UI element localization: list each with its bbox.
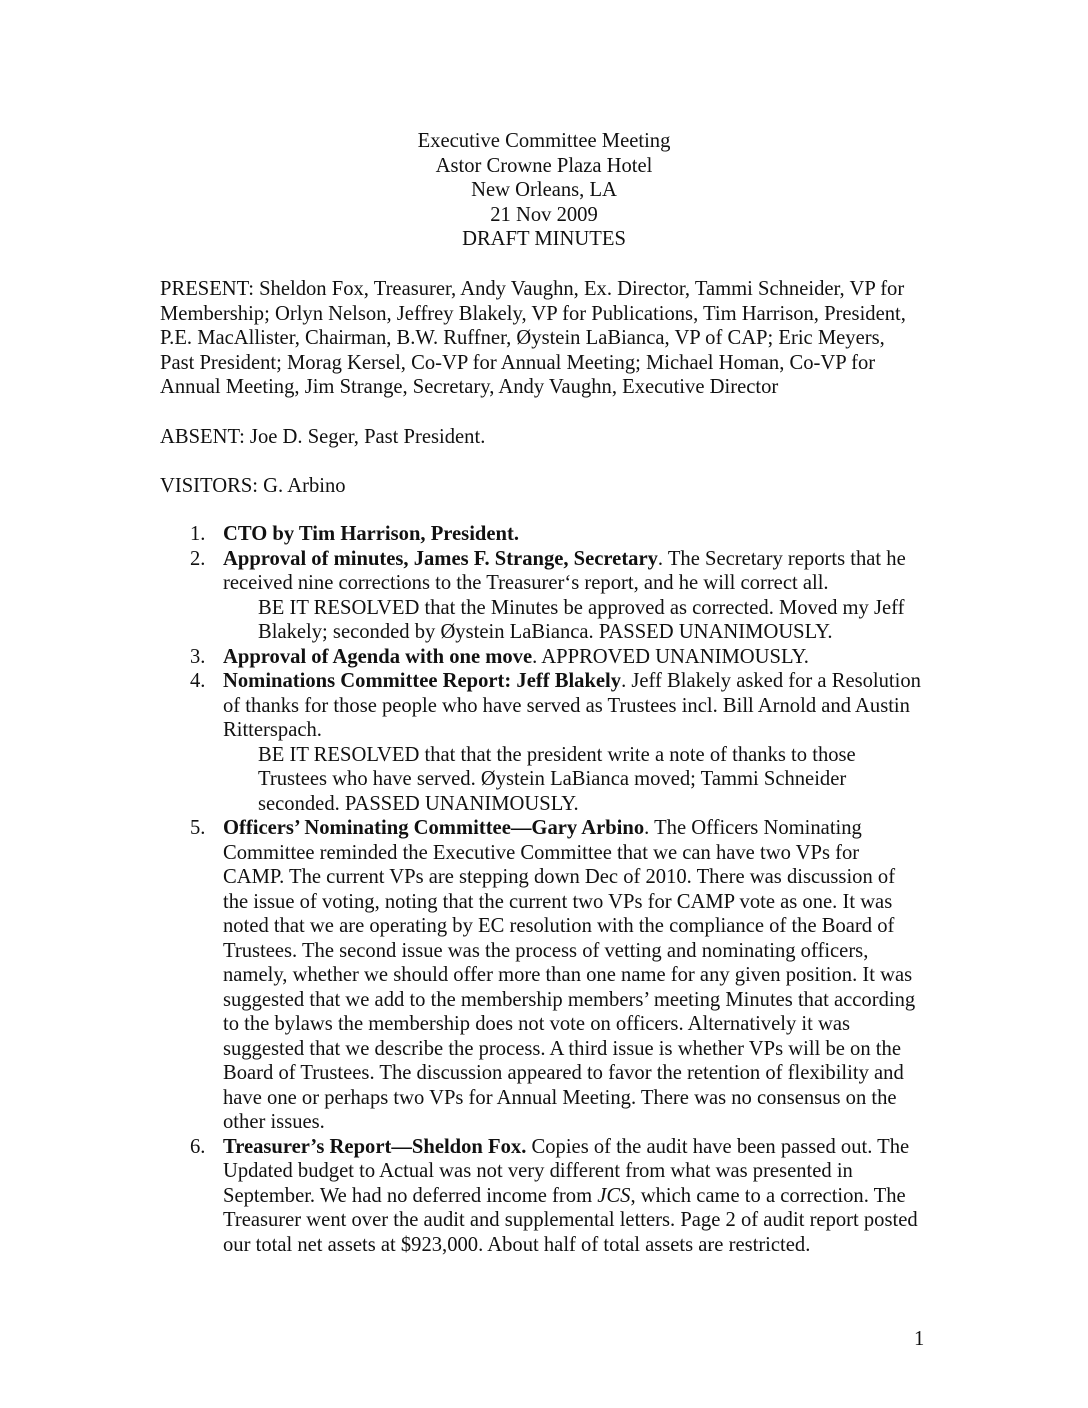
document-header	[0, 129, 1088, 252]
document-status: DRAFT MINUTES	[462, 228, 626, 250]
agenda-item-title: CTO by Tim Harrison, President	[223, 523, 514, 545]
resolution-text: BE IT RESOLVED that that the president write a note of thanks to those Trustees who have served. Øystein LaBianca moved; Tammi Schneider seconded. PASSED UNANIMOUSLY.	[258, 743, 856, 815]
agenda-item-text: . Jeff Blakely asked for a Resolution of thanks for those people who have served as Trustees incl. Bill Arnold and Austin Ritterspach.	[223, 670, 921, 741]
meeting-title: Executive Committee Meeting	[417, 130, 671, 152]
agenda-item-number: 3.	[190, 645, 206, 668]
agenda-item-title: Nominations Committee Report: Jeff Blakely	[223, 670, 622, 692]
agenda-item-text: Copies of the audit have been passed out. The Updated budget to Actual was not very different from what was presented in September. We had no deferred income from	[223, 1135, 910, 1207]
agenda-item-text-continued: , which came to a correction. The Treasurer went over the audit and supplemental letters. Page 2 of audit report posted our total net assets at $923,000. About half of total assets are restricted.	[223, 1184, 918, 1256]
agenda-item-number: 1.	[190, 523, 206, 545]
agenda-item-number: 5.	[190, 817, 206, 839]
agenda-item-text: . APPROVED UNANIMOUSLY.	[532, 645, 809, 668]
agenda-item	[0, 1135, 923, 1258]
agenda-item-title: Officers’ Nominating Committee—Gary Arbino	[223, 817, 645, 839]
agenda-list	[0, 522, 1088, 1257]
agenda-item-text: . The Secretary reports that he received nine corrections to the Treasurer‘s report, and he will correct all.	[223, 547, 906, 594]
agenda-item-number: 2.	[190, 547, 206, 570]
agenda-item-number: 4.	[190, 670, 206, 692]
page-number: 1	[914, 1328, 925, 1350]
agenda-item	[0, 816, 923, 1135]
agenda-item	[0, 547, 923, 645]
agenda-item-title: Treasurer’s Report—Sheldon Fox.	[223, 1135, 527, 1158]
journal-abbreviation: JCS	[597, 1184, 631, 1207]
meeting-city: New Orleans, LA	[471, 179, 617, 201]
agenda-item-text: .	[513, 523, 519, 545]
absent-paragraph: ABSENT: Joe D. Seger, Past President.	[160, 426, 486, 448]
visitors-paragraph: VISITORS: G. Arbino	[160, 475, 346, 497]
present-paragraph: PRESENT: Sheldon Fox, Treasurer, Andy Vaughn, Ex. Director, Tammi Schneider, VP for Membership; Orlyn Nelson, Jeffrey Blakely, VP for Publications, Tim Harrison, President, P.E. MacAllister, Chairman, B.W. Ruffner, Øystein LaBianca, VP of CAP; Eric Meyers, Past President; Morag Kersel, Co-VP for Annual Meeting; Michael Homan, Co-VP for Annual Meeting, Jim Strange, Secretary, Andy Vaughn, Executive Director	[160, 278, 906, 398]
agenda-item	[0, 645, 923, 670]
agenda-item-title: Approval of Agenda with one move	[223, 645, 533, 668]
agenda-item-number: 6.	[190, 1135, 206, 1158]
agenda-item	[0, 669, 923, 816]
agenda-item-text: . The Officers Nominating Committee reminded the Executive Committee that we can have two VPs for CAMP. The current VPs are stepping down Dec of 2010. There was discussion of the issue of voting, noting that the current two VPs for CAMP vote as one. It was noted that we are operating by EC resolution with the compliance of the Board of Trustees. The second issue was the process of vetting and nominating officers, namely, whether we should offer more than one name for any given position. It was suggested that we add to the membership members’ meeting Minutes that according to the bylaws the membership does not vote on officers. Alternatively it was suggested that we describe the process. A third issue is whether VPs will be on the Board of Trustees. The discussion appeared to favor the retention of flexibility and have one or perhaps two VPs for Annual Meeting. There was no consensus on the other issues.	[223, 817, 916, 1133]
resolution-text: BE IT RESOLVED that the Minutes be approved as corrected. Moved my Jeff Blakely; seconded by Øystein LaBianca. PASSED UNANIMOUSLY.	[258, 596, 905, 643]
agenda-item-title: Approval of minutes, James F. Strange, Secretary	[223, 547, 658, 570]
meeting-venue: Astor Crowne Plaza Hotel	[435, 154, 653, 177]
agenda-item	[0, 522, 923, 547]
meeting-date: 21 Nov 2009	[490, 203, 598, 226]
